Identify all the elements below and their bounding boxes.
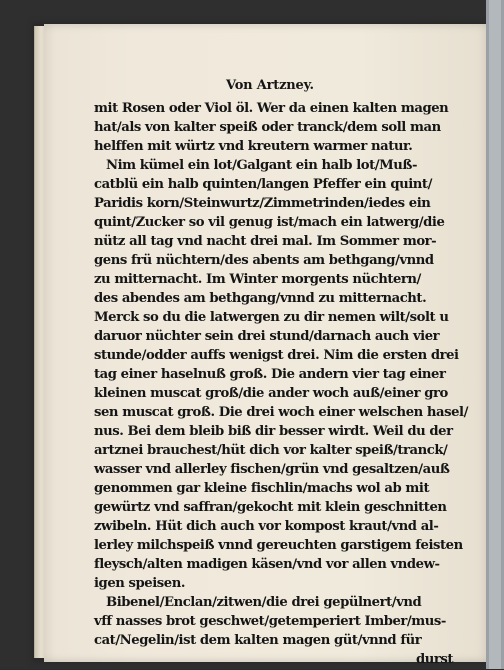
text-line: wasser vnd allerley fischen/grün vnd gesaltzen/auß bbox=[94, 462, 450, 477]
text-line: igen speisen. bbox=[94, 576, 185, 591]
text-line: catblü ein halb quinten/langen Pfeffer ein quint/ bbox=[94, 177, 432, 192]
text-line: Bibenel/Enclan/zitwen/die drei gepülnert/vnd bbox=[106, 595, 422, 610]
text-line: zwibeln. Hüt dich auch vor kompost kraut/vnd al- bbox=[94, 519, 439, 534]
text-line: quint/Zucker so vil genug ist/mach ein latwerg/die bbox=[94, 215, 445, 230]
text-line: helffen mit würtz vnd kreutern warmer natur. bbox=[94, 139, 413, 154]
running-header: Von Artzney. bbox=[226, 78, 314, 93]
text-line: gens frü nüchtern/des abents am bethgang/vnnd bbox=[94, 253, 434, 268]
text-line: Paridis korn/Steinwurtz/Zimmetrinden/iedes ein bbox=[94, 196, 431, 211]
text-line: kleinen muscat groß/die ander woch auß/einer gro bbox=[94, 386, 448, 401]
text-line: vff nasses brot geschwet/getemperiert Imber/mus- bbox=[94, 614, 446, 629]
text-line: des abendes am bethgang/vnnd zu mitternacht. bbox=[94, 291, 427, 306]
text-line: nütz all tag vnd nacht drei mal. Im Sommer mor- bbox=[94, 234, 437, 249]
text-line: artznei brauchest/hüt dich vor kalter speiß/tranck/ bbox=[94, 443, 448, 458]
text-line: gewürtz vnd saffran/gekocht mit klein geschnitten bbox=[94, 500, 447, 515]
text-line: mit Rosen oder Viol öl. Wer da einen kalten magen bbox=[94, 101, 449, 116]
catchword: durst bbox=[416, 652, 454, 667]
text-line: stunde/odder auffs wenigst drei. Nim die ersten drei bbox=[94, 348, 459, 363]
text-line: cat/Negelin/ist dem kalten magen güt/vnnd für bbox=[94, 633, 422, 648]
text-line: daruor nüchter sein drei stund/darnach auch vier bbox=[94, 329, 440, 344]
text-line: genommen gar kleine fischlin/machs wol ab mit bbox=[94, 481, 430, 496]
text-line: sen muscat groß. Die drei woch einer welschen hasel/ bbox=[94, 405, 468, 420]
text-line: Merck so du die latwergen zu dir nemen wilt/solt u bbox=[94, 310, 449, 325]
right-scroll-edge-inner bbox=[489, 0, 501, 669]
text-line: fleysch/alten madigen käsen/vnd vor allen vndew- bbox=[94, 557, 440, 572]
text-line: zu mitternacht. Im Winter morgents nüchtern/ bbox=[94, 272, 421, 287]
text-line: hat/als von kalter speiß oder tranck/dem soll man bbox=[94, 120, 441, 135]
text-line: Nim kümel ein lot/Galgant ein halb lot/Muß- bbox=[106, 158, 418, 173]
text-line: tag einer haselnuß groß. Die andern vier tag einer bbox=[94, 367, 446, 382]
text-line: nus. Bei dem bleib biß dir besser wirdt. Weil du der bbox=[94, 424, 453, 439]
text-line: lerley milchspeiß vnnd gereuchten garstigem feisten bbox=[94, 538, 463, 553]
